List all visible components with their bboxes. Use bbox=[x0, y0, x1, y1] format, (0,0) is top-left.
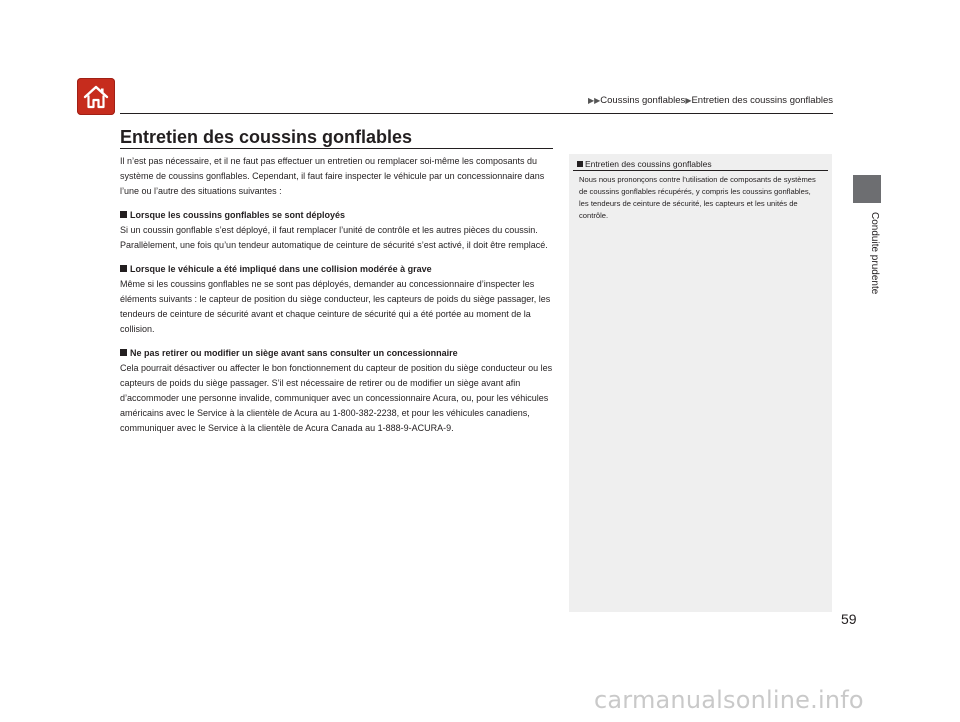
section-heading: Lorsque les coussins gonflables se sont déployés bbox=[120, 208, 554, 223]
title-divider bbox=[120, 148, 553, 149]
main-content bbox=[120, 154, 554, 445]
section-heading: Ne pas retirer ou modifier un siège avant sans consulter un concessionnaire bbox=[120, 346, 554, 361]
breadcrumb-item-current: Entretien des coussins gonflables bbox=[691, 95, 833, 106]
home-button[interactable] bbox=[77, 78, 115, 115]
header-divider bbox=[120, 113, 833, 114]
section-body: Cela pourrait désactiver ou affecter le bon fonctionnement du capteur de position du siège conducteur ou les capteurs de poids du siège passager. S’il est nécessaire de retirer ou de modifier un siège avant afin d’accommoder une personne invalide, communiquer avec un concessionnaire Acura, ou, pour les véhicules américains avec le Service à la clientèle de Acura au 1-800-382-2238, et pour les véhicules canadiens, communiquer avec le Service à la clientèle de Acura Canada au 1-888-9-ACURA-9. bbox=[120, 363, 553, 433]
square-bullet-icon bbox=[120, 349, 127, 356]
side-note bbox=[569, 154, 832, 612]
note-number-icon bbox=[577, 161, 583, 167]
section-body: Même si les coussins gonflables ne se sont pas déployés, demander au concessionnaire d’inspecter les éléments suivants : le capteur de position du siège conducteur, les capteurs de poids du siège passager, les tendeurs de ceinture de sécurité avant et chaque ceinture de sécurité qui a été portée au moment de la collision. bbox=[120, 279, 551, 334]
chapter-tab[interactable] bbox=[853, 175, 881, 203]
section-heading: Lorsque le véhicule a été impliqué dans une collision modérée à grave bbox=[120, 262, 554, 277]
note-body: Nous nous prononçons contre l’utilisation de composants de systèmes de coussins gonflables récupérés, y compris les coussins gonflables, les tendeurs de ceinture de sécurité, les capteurs et les unités de contrôle. bbox=[579, 175, 816, 220]
section-body: Si un coussin gonflable s’est déployé, il faut remplacer l’unité de contrôle et les autres pièces du coussin. Parallèlement, une fois qu’un tendeur automatique de ceinture de sécurité s’est activé, il doit être remplacé. bbox=[120, 225, 548, 250]
watermark: carmanualsonline.info bbox=[594, 686, 864, 714]
square-bullet-icon bbox=[120, 211, 127, 218]
square-bullet-icon bbox=[120, 265, 127, 272]
chapter-label: Conduite prudente bbox=[869, 212, 880, 295]
section-seat bbox=[120, 346, 554, 436]
section-deployed bbox=[120, 208, 554, 253]
note-heading: Entretien des coussins gonflables bbox=[577, 159, 712, 169]
home-icon bbox=[83, 85, 109, 109]
note-divider bbox=[573, 170, 828, 171]
section-collision bbox=[120, 262, 554, 337]
breadcrumb-arrow-icon: ▶ bbox=[685, 96, 692, 105]
breadcrumb bbox=[553, 95, 833, 106]
intro-paragraph: Il n’est pas nécessaire, et il ne faut pas effectuer un entretien ou remplacer soi-même les composants du système de coussins gonflables. Cependant, il faut faire inspecter le véhicule par un concessionnaire dans l’une ou l’autre des situations suivantes : bbox=[120, 156, 545, 196]
breadcrumb-arrow-icon: ▶▶ bbox=[587, 96, 601, 105]
page-number: 59 bbox=[841, 611, 857, 627]
breadcrumb-item-airbags[interactable]: Coussins gonflables bbox=[600, 95, 686, 106]
page-title: Entretien des coussins gonflables bbox=[120, 127, 413, 147]
